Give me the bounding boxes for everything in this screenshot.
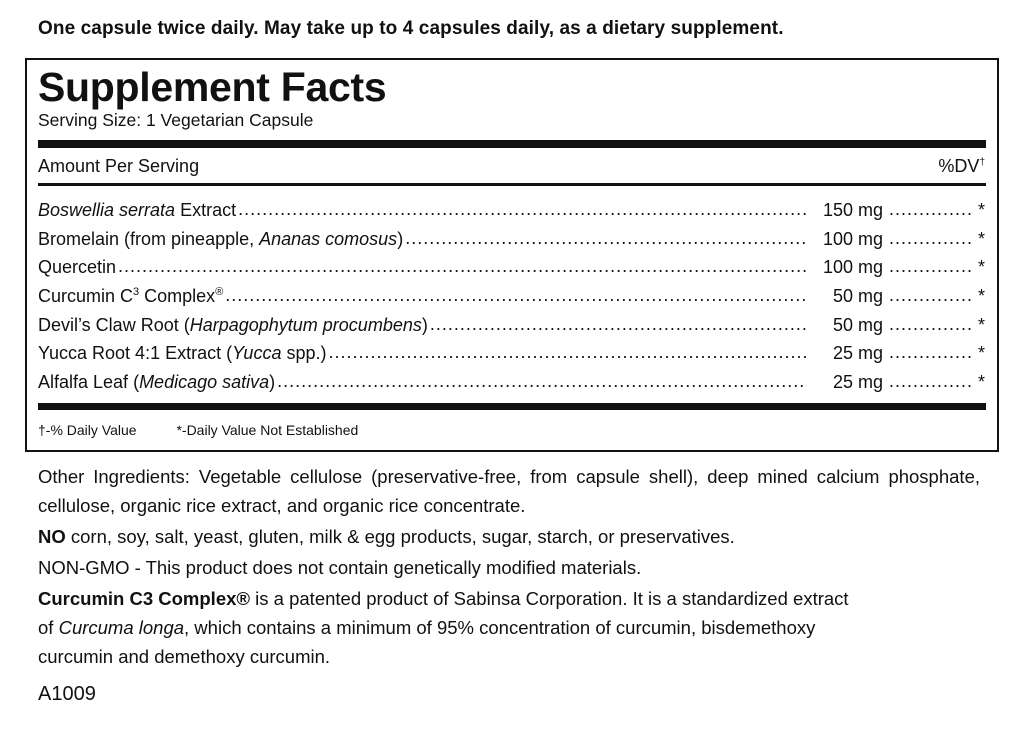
footnote-not-established: *-Daily Value Not Established [176, 422, 359, 438]
curcumin-note [38, 584, 980, 671]
ingredient-name [38, 343, 326, 364]
ingredient-row [38, 200, 985, 229]
leader-dots [277, 371, 807, 392]
ingredient-name-part: Alfalfa Leaf ( [38, 372, 140, 393]
ingredient-dv: * [977, 257, 985, 278]
supplement-facts-panel [25, 58, 999, 452]
leader-dots [889, 256, 971, 277]
ingredient-dv: * [977, 228, 985, 249]
no-rest: corn, soy, salt, yeast, gluten, milk & egg products, sugar, starch, or preservatives. [65, 526, 735, 547]
no-statement [38, 522, 980, 551]
ingredient-name-part: Medicago sativa [139, 372, 270, 393]
ingredient-name-part: Yucca [232, 343, 282, 364]
ingredient-dv: * [977, 286, 985, 307]
ingredient-dv: * [977, 343, 985, 364]
ingredient-name [38, 315, 428, 336]
ingredient-name-part: ) [421, 314, 428, 335]
no-bold: NO [38, 526, 66, 547]
leader-dots [328, 342, 807, 363]
ingredient-dv: * [977, 372, 985, 393]
ingredient-amount: 100 mg [822, 228, 883, 249]
footnote-daily-value: †-% Daily Value [38, 422, 137, 438]
ingredient-amount: 150 mg [822, 200, 883, 220]
ingredient-name-part: Extract [175, 200, 237, 220]
ingredient-name-part: spp.) [281, 343, 327, 364]
ingredient-name [38, 286, 223, 307]
ingredient-name-part: Boswellia serrata [38, 200, 176, 220]
ingredient-dv: * [977, 200, 985, 220]
curcumin-note-line2-pre: of [38, 617, 59, 638]
curcumin-note-line1: is a patented product of Sabinsa Corporation. It is a standardized extract [250, 588, 849, 609]
ingredient-dv: * [977, 314, 985, 335]
leader-dots [889, 285, 971, 306]
leader-dots [118, 256, 807, 277]
product-code: A1009 [38, 683, 96, 705]
thick-divider-top [38, 140, 986, 148]
leader-dots [889, 228, 971, 249]
directions-text: One capsule twice daily. May take up to 4 capsules daily, as a dietary supplement. [38, 18, 784, 39]
curcumin-note-line2-post: , which contains a minimum of 95% concentration of curcumin, bisdemethoxy [184, 617, 816, 638]
ingredient-name-part: Bromelain (from pineapple, [38, 228, 260, 249]
footnotes [38, 422, 394, 438]
dv-dagger: † [979, 157, 985, 168]
leader-dots [225, 285, 807, 306]
label-text-section [38, 462, 980, 673]
facts-title: Supplement Facts [38, 64, 387, 110]
ingredient-row [38, 257, 985, 286]
ingredient-amount: 50 mg [832, 286, 883, 307]
ingredient-name [38, 200, 236, 221]
ingredient-name-part: Ananas comosus [259, 228, 398, 249]
thin-divider [38, 183, 986, 186]
ingredient-name-part: Devil’s Claw Root ( [38, 314, 190, 335]
dv-header-label: %DV [938, 156, 980, 176]
leader-dots [405, 228, 807, 249]
ingredient-name-part: Yucca Root 4:1 Extract ( [38, 343, 233, 364]
leader-dots [889, 342, 971, 363]
leader-dots [889, 314, 971, 335]
ingredient-amount: 25 mg [832, 343, 883, 364]
leader-dots [238, 199, 807, 220]
curcumin-note-line2-italic: Curcuma longa [58, 617, 185, 638]
ingredient-name-part: Complex [139, 286, 216, 307]
thick-divider-bottom [38, 403, 986, 410]
ingredient-row [38, 315, 985, 344]
ingredient-row [38, 286, 985, 315]
ingredient-name-part: Curcumin C [38, 286, 134, 307]
curcumin-note-line3: curcumin and demethoxy curcumin. [38, 646, 331, 667]
leader-dots [889, 199, 971, 220]
ingredient-amount: 25 mg [832, 372, 883, 393]
ingredient-name-part: ) [269, 372, 276, 393]
ingredient-name-part: ) [397, 228, 404, 249]
ingredient-name-part: Quercetin [38, 257, 117, 278]
ingredient-name-part: 3 [133, 286, 140, 299]
dv-header [938, 156, 985, 177]
leader-dots [889, 371, 971, 392]
serving-size: Serving Size: 1 Vegetarian Capsule [38, 110, 314, 130]
ingredient-row [38, 229, 985, 258]
amount-per-serving-header: Amount Per Serving [38, 156, 200, 176]
ingredient-rows [38, 200, 985, 401]
ingredient-name [38, 257, 116, 278]
ingredient-amount: 50 mg [832, 314, 883, 335]
ingredient-name [38, 229, 403, 250]
ingredient-name-part: Harpagophytum procumbens [189, 314, 422, 335]
leader-dots [430, 314, 807, 335]
curcumin-note-bold: Curcumin C3 Complex® [38, 588, 251, 609]
ingredient-name [38, 372, 275, 393]
other-ingredients: Other Ingredients: Vegetable cellulose (preservative-free, from capsule shell), deep mined calcium phosphate, cellulose, organic rice extract, and organic rice concentrate. [38, 466, 980, 516]
ingredient-amount: 100 mg [822, 257, 883, 278]
non-gmo-statement: NON-GMO - This product does not contain genetically modified materials. [38, 557, 642, 578]
ingredient-row [38, 343, 985, 372]
ingredient-name-part: ® [215, 286, 224, 299]
ingredient-row [38, 372, 985, 401]
